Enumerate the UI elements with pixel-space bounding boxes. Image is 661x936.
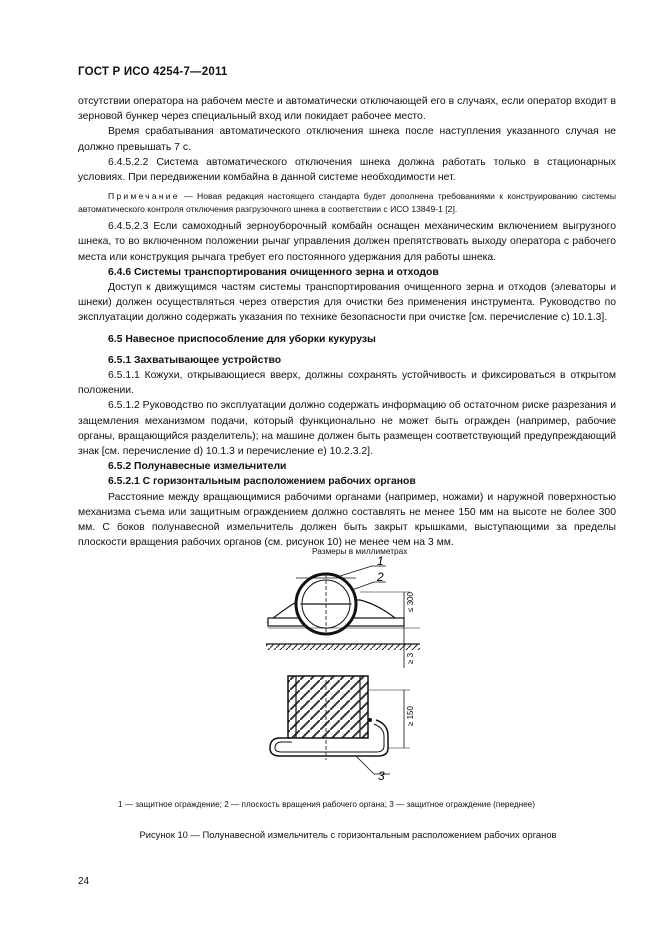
figure-drawing bbox=[248, 545, 448, 785]
section-heading: 6.5.2 Полунавесные измельчители bbox=[108, 461, 287, 473]
section-heading: 6.5.1 Захватывающее устройство bbox=[108, 354, 282, 366]
front-view bbox=[266, 566, 420, 668]
page-number: 24 bbox=[78, 876, 90, 887]
paragraph: 6.5.1.1 Кожухи, открывающиеся вверх, должны сохранять устойчивость и фиксироваться в открытом положении. bbox=[78, 370, 616, 397]
callout-3: 3 bbox=[378, 769, 385, 783]
dimension-150: ≥ 150 bbox=[406, 706, 415, 726]
paragraph: Расстояние между вращающимися рабочими органами (например, ножами) и наружной поверхностью механизма съема или защитным ограждением должно составлять не менее 150 мм на высоте не более 300 мм. С боков полунавесной измельчитель должен быть закрыт крышками, выступающими за пределы плоскости вращения рабочих органов (см. рисунок 10) не менее чем на 3 мм. bbox=[78, 491, 616, 549]
section-heading: 6.4.6 Системы транспортирования очищенного зерна и отходов bbox=[108, 266, 439, 278]
paragraph: 6.5.1.2 Руководство по эксплуатации должно содержать информацию об остаточном риске разрезания и защемления механизмом подачи, который функционально не может быть огражден (например, рабочие органы, вращающийся разделитель); на машине должен быть размещен соответствующий предупреждающий знак [см. перечисление d) 10.1.3 и перечисление е) 10.2.3.2]. bbox=[78, 400, 616, 458]
callout-1: 1 bbox=[377, 554, 384, 568]
section-heading: 6.5.2.1 С горизонтальным расположением рабочих органов bbox=[108, 476, 416, 488]
dimension-3: ≥ 3 bbox=[406, 652, 415, 664]
note-label: Примечание bbox=[108, 191, 180, 202]
body-text bbox=[78, 94, 616, 550]
figure-caption: Рисунок 10 — Полунавесной измельчитель с горизонтальным расположением рабочих органов bbox=[139, 829, 557, 840]
paragraph: Время срабатывания автоматического отключения шнека после наступления указанного случая не должно превышать 7 с. bbox=[78, 126, 616, 153]
callout-2: 2 bbox=[377, 570, 384, 584]
paragraph: 6.4.5.2.3 Если самоходный зерноуборочный комбайн оснащен механическим включением выгрузного шнека, то во включенном положении рычаг управления должен препятствовать выходу оператора с рабочего места или конструкция рычага требует его постоянного удержания для работы шнека. bbox=[78, 221, 616, 263]
note-text: — Новая редакция настоящего стандарта будет дополнена требованиями к конструированию системы автоматического контроля отключения разгрузочного шнека в соответствии с ИСО 13849-1 [2]. bbox=[78, 191, 617, 214]
paragraph: Доступ к движущимся частям системы транспортирования очищенного зерна и отходов (элеваторы и шнеки) должен осуществляться через отверстия для очистки без применения инструмента. Руководство по эксплуатации должно содержать указания по технике безопасности при очистке [см. перечисление с) 10.1.3]. bbox=[78, 282, 616, 324]
document-code-header: ГОСТ Р ИСО 4254-7—2011 bbox=[78, 66, 228, 78]
dimension-300: ≤ 300 bbox=[406, 592, 415, 612]
figure-legend: 1 — защитное ограждение; 2 — плоскость вращения рабочего органа; 3 — защитное ограждение (переднее) bbox=[118, 800, 535, 809]
paragraph: 6.4.5.2.2 Система автоматического отключения шнека должна работать только в стационарных условиях. При передвижении комбайна в данной системе необходимости нет. bbox=[78, 156, 616, 184]
paragraph: отсутствии оператора на рабочем месте и автоматически отключающей его в случаях, если оператор входит в зерновой бункер через специальный вход или покидает рабочее место. bbox=[78, 96, 616, 123]
top-view bbox=[270, 676, 410, 774]
figure-units-note: Размеры в миллиметрах bbox=[312, 546, 408, 556]
section-heading: 6.5 Навесное приспособление для уборки кукурузы bbox=[108, 333, 376, 345]
note bbox=[78, 190, 616, 215]
